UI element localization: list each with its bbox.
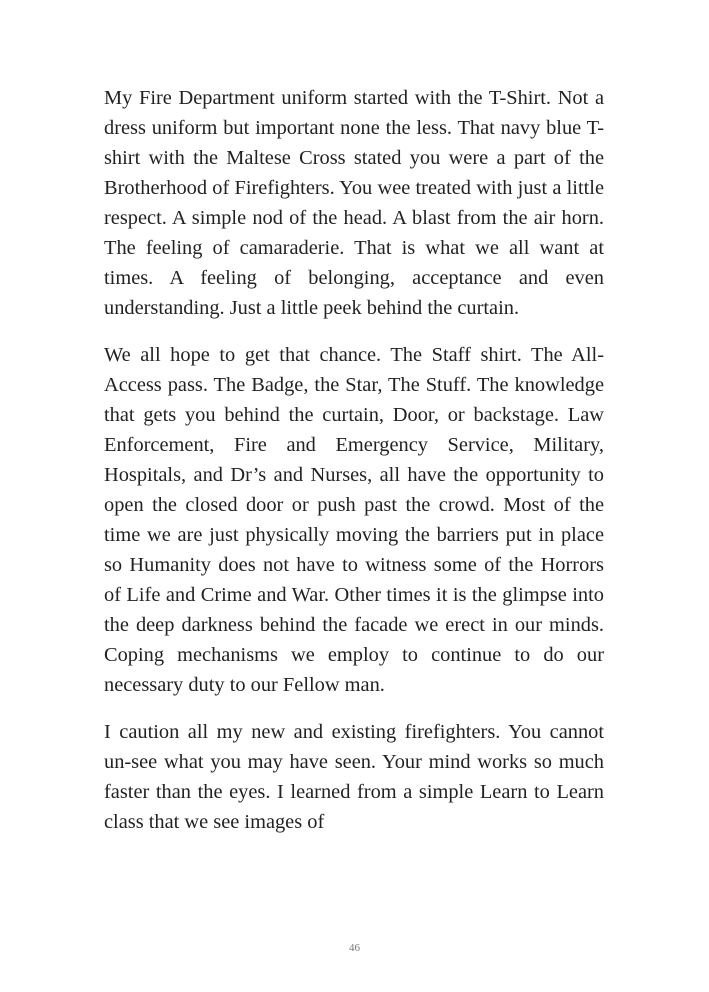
paragraph-caution: I caution all my new and existing firefighters. You cannot un-see what you may have seen. Your mind works so much faster than the eyes. I learned from a simple Learn to Learn class that we see images of (104, 721, 604, 833)
page-number: 46 (349, 942, 360, 954)
body-text (104, 83, 604, 854)
paragraph-chance: We all hope to get that chance. The Staff shirt. The All-Access pass. The Badge, the Star, The Stuff. The knowledge that gets you behind the curtain, Door, or backstage. Law Enforcement, Fire and Emergency Service, Military, Hospitals, and Dr’s and Nurses, all have the opportunity to open the closed door or push past the crowd. Most of the time we are just physically moving the barriers put in place so Humanity does not have to witness some of the Horrors of Life and Crime and War. Other times it is the glimpse into the deep darkness behind the facade we erect in our minds. Coping mechanisms we employ to continue to do our necessary duty to our Fellow man. (104, 344, 604, 696)
paragraph-uniform: My Fire Department uniform started with the T-Shirt. Not a dress uniform but important none the less. That navy blue T-shirt with the Maltese Cross stated you were a part of the Brotherhood of Firefighters. You wee treated with just a little respect. A simple nod of the head. A blast from the air horn. The feeling of camaraderie. That is what we all want at times. A feeling of belonging, acceptance and even understanding. Just a little peek behind the curtain. (104, 87, 604, 319)
